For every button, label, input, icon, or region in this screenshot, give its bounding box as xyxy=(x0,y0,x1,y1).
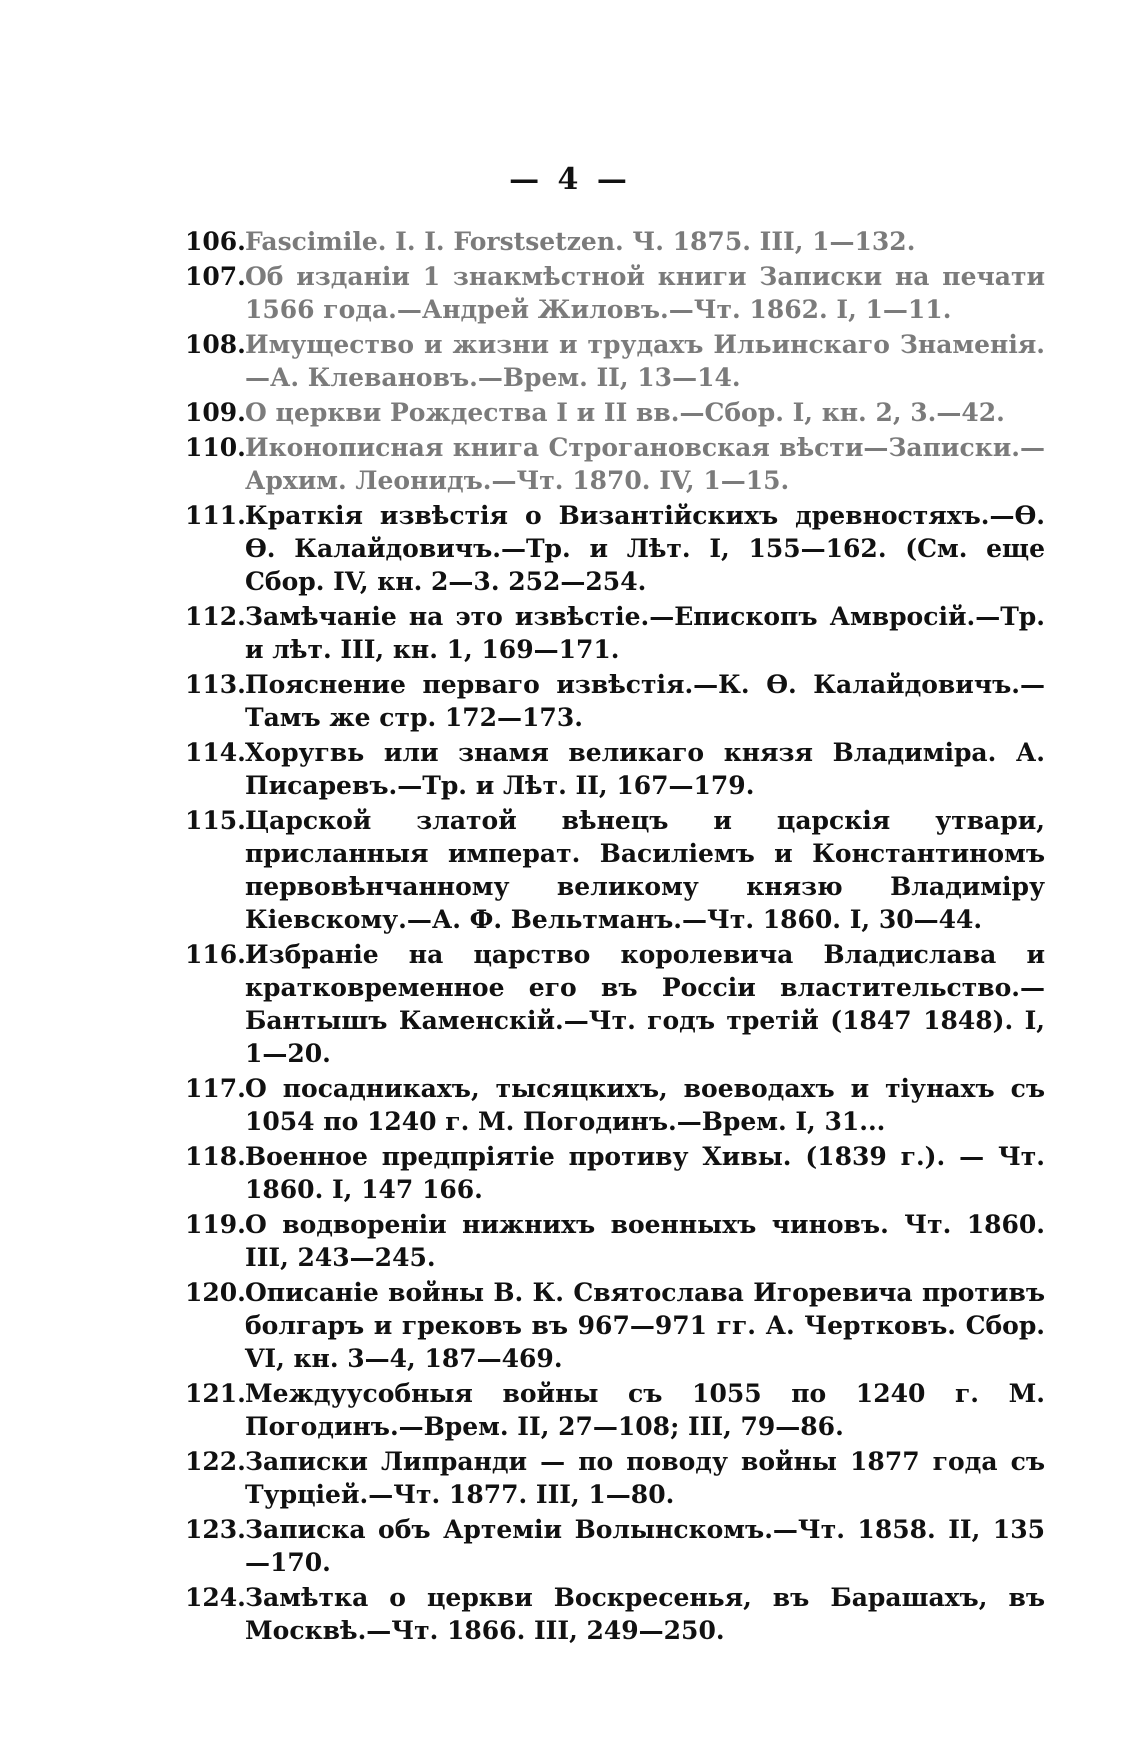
entry-number: 111. xyxy=(185,501,246,530)
entry-number: 108. xyxy=(185,330,246,359)
page-number: — 4 — xyxy=(509,162,631,197)
entry-text: Записки Липранди — по поводу войны 1877 года съ Турціей.—Чт. 1877. III, 1—80. xyxy=(245,1447,1045,1509)
bibliography-list xyxy=(185,225,1045,1649)
list-item xyxy=(185,938,1045,1070)
entry-number: 120. xyxy=(185,1278,246,1307)
list-item xyxy=(185,431,1045,497)
entry-text: О водвореніи нижнихъ военныхъ чиновъ. Чт. 1860. III, 243—245. xyxy=(245,1210,1045,1272)
list-item xyxy=(185,328,1045,394)
list-item xyxy=(185,1377,1045,1443)
entry-number: 119. xyxy=(185,1210,246,1239)
list-item xyxy=(185,804,1045,936)
entry-text: Междуусобныя войны съ 1055 по 1240 г. М. Погодинъ.—Врем. II, 27—108; III, 79—86. xyxy=(245,1379,1045,1441)
entry-number: 121. xyxy=(185,1379,246,1408)
entry-text: Об изданіи 1 знакмѣстной книги Записки на печати 1566 года.—Андрей Жиловъ.—Чт. 1862. I, 1—11. xyxy=(245,262,1045,324)
list-item xyxy=(185,1445,1045,1511)
entry-text: О посадникахъ, тысяцкихъ, воеводахъ и тіунахъ съ 1054 по 1240 г. М. Погодинъ.—Врем. I, 31... xyxy=(245,1074,1045,1136)
entry-number: 117. xyxy=(185,1074,246,1103)
entry-number: 110. xyxy=(185,433,246,462)
entry-text: О церкви Рождества I и II вв.—Сбор. I, кн. 2, 3.—42. xyxy=(245,398,1005,427)
entry-number: 112. xyxy=(185,602,246,631)
list-item xyxy=(185,1208,1045,1274)
entry-number: 122. xyxy=(185,1447,246,1476)
entry-text: Иконописная книга Строгановская вѣсти—Записки.—Архим. Леонидъ.—Чт. 1870. IV, 1—15. xyxy=(245,433,1045,495)
list-item xyxy=(185,396,1045,429)
list-item xyxy=(185,1276,1045,1375)
entry-number: 123. xyxy=(185,1515,246,1544)
entry-text: Имущество и жизни и трудахъ Ильинскаго Знаменія.—А. Клевановъ.—Врем. II, 13—14. xyxy=(245,330,1045,392)
list-item xyxy=(185,499,1045,598)
entry-text: Fascimile. I. I. Forstsetzen. Ч. 1875. III, 1—132. xyxy=(245,227,916,256)
list-item xyxy=(185,668,1045,734)
list-item xyxy=(185,736,1045,802)
list-item xyxy=(185,1140,1045,1206)
list-item xyxy=(185,260,1045,326)
entry-text: Описаніе войны В. К. Святослава Игоревича противъ болгаръ и грековъ въ 967—971 гг. А. Чертковъ. Сбор. VI, кн. 3—4, 187—469. xyxy=(245,1278,1045,1373)
list-item xyxy=(185,1072,1045,1138)
entry-text: Хоругвь или знамя великаго князя Владиміра. А. Писаревъ.—Тр. и Лѣт. II, 167—179. xyxy=(245,738,1045,800)
list-item xyxy=(185,600,1045,666)
entry-number: 116. xyxy=(185,940,246,969)
entry-number: 107. xyxy=(185,262,246,291)
entry-number: 118. xyxy=(185,1142,246,1171)
entry-number: 114. xyxy=(185,738,246,767)
entry-number: 113. xyxy=(185,670,246,699)
entry-text: Замѣтка о церкви Воскресенья, въ Барашахъ, въ Москвѣ.—Чт. 1866. III, 249—250. xyxy=(245,1583,1045,1645)
entry-number: 106. xyxy=(185,227,246,256)
list-item xyxy=(185,225,1045,258)
entry-number: 115. xyxy=(185,806,246,835)
list-item xyxy=(185,1513,1045,1579)
entry-number: 109. xyxy=(185,398,246,427)
entry-text: Избраніе на царство королевича Владислава и кратковременное его въ Россіи властительство.—Бантышъ Каменскій.—Чт. годъ третій (1847 1848). I, 1—20. xyxy=(245,940,1045,1068)
entry-text: Замѣчаніе на это извѣстіе.—Епископъ Амвросій.—Тр. и лѣт. III, кн. 1, 169—171. xyxy=(245,602,1045,664)
entry-text: Записка объ Артеміи Волынскомъ.—Чт. 1858. II, 135—170. xyxy=(245,1515,1045,1577)
entry-text: Краткія извѣстія о Византійскихъ древностяхъ.—Ѳ. Ѳ. Калайдовичъ.—Тр. и Лѣт. I, 155—162. (См. еще Сбор. IV, кн. 2—3. 252—254. xyxy=(245,501,1045,596)
entry-text: Царской златой вѣнецъ и царскія утвари, присланныя императ. Василіемъ и Константиномъ первовѣнчанному великому князю Владиміру Кіевскому.—А. Ф. Вельтманъ.—Чт. 1860. I, 30—44. xyxy=(245,806,1045,934)
entry-number: 124. xyxy=(185,1583,246,1612)
entry-text: Военное предпріятіе противу Хивы. (1839 г.). — Чт. 1860. I, 147 166. xyxy=(245,1142,1045,1204)
entry-text: Пояснение перваго извѣстія.—К. Ѳ. Калайдовичъ.—Тамъ же стр. 172—173. xyxy=(245,670,1045,732)
list-item xyxy=(185,1581,1045,1647)
